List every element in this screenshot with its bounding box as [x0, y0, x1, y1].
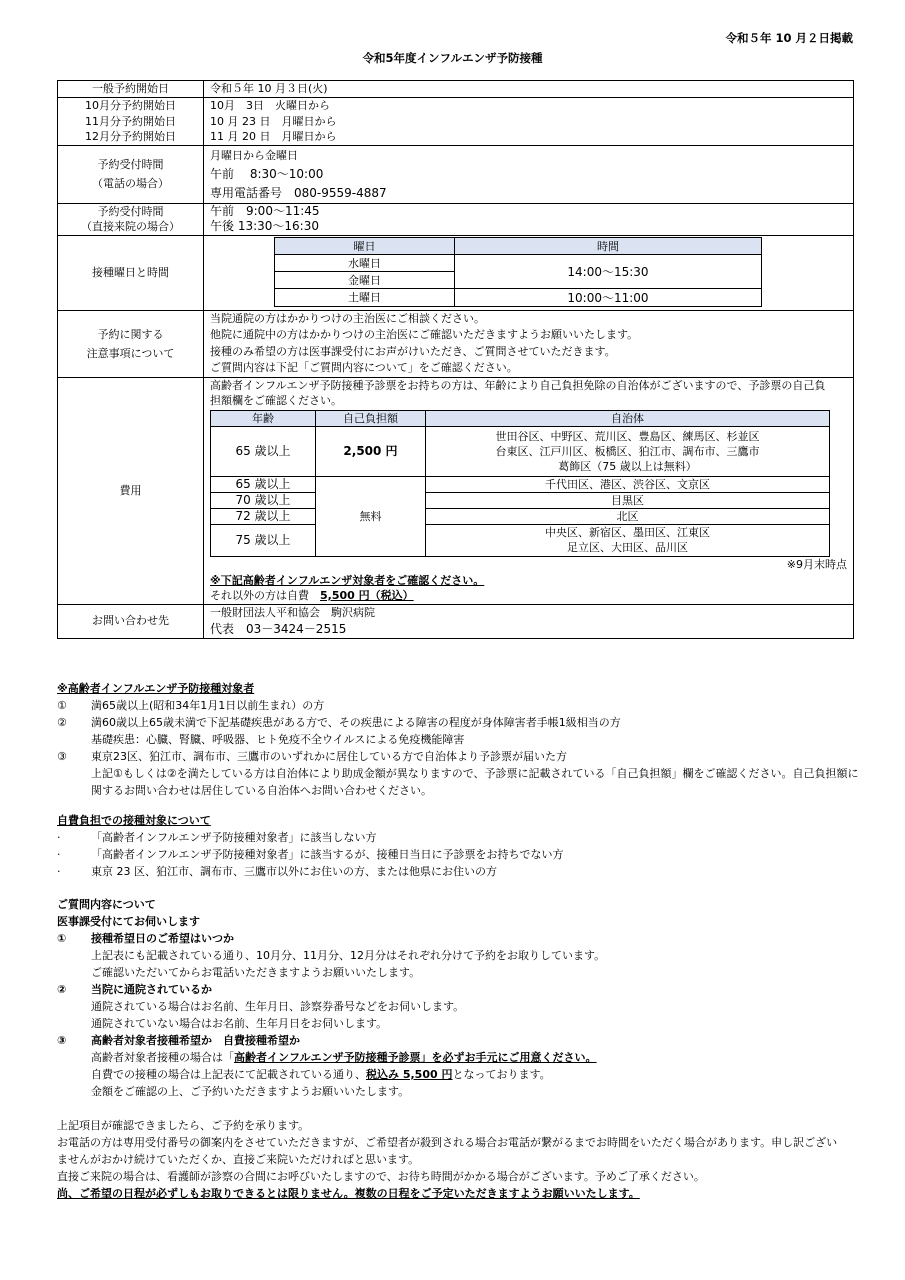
fee-as-of-note: ※9月末時点 [786, 557, 847, 571]
self-pay-item-3: 東京 23 区、狛江市、調布市、三鷹市以外にお住いの方、または他県にお住いの方 [91, 865, 497, 878]
elderly-num-2: ② [57, 716, 67, 729]
fee-free-age-2: 70 歳以上 [211, 492, 316, 508]
questions-sub: 医事課受付にてお伺いします [57, 915, 200, 928]
contact-row [58, 604, 854, 639]
fee-row1-city-2: 台東区、江戸川区、板橋区、狛江市、調布市、三鷹市 [495, 444, 760, 458]
closing-line-2: お電話の方は専用受付番号の御案内をさせていただきますが、ご希望者が殺到される場合お電話が繋がるまでお時間をいただく場合があります。申し訳ござい [57, 1136, 838, 1149]
phone-hours-row [58, 145, 854, 203]
fee-head-age: 年齢 [211, 410, 316, 426]
general-start-label: 一般予約開始日 [58, 81, 204, 98]
visit-line-2: 午後 13:30～16:30 [210, 219, 319, 233]
note-line-1: 当院通院の方はかかりつけの主治医にご相談ください。 [210, 311, 485, 325]
dec-value: 11 月 20 日 月曜日から [210, 130, 337, 143]
phone-label-2: （電話の場合） [92, 177, 169, 190]
phone-label-1: 予約受付時間 [97, 158, 164, 171]
q3-line-2-suffix: となっております。 [452, 1068, 551, 1081]
phone-number: 専用電話番号 080-9559-4887 [210, 185, 387, 200]
q3-line-2-prefix: 自費での接種の場合は上記表にて記載されている通り、 [91, 1068, 366, 1081]
notes-label [58, 310, 204, 377]
fee-head-cost: 自己負担額 [316, 410, 426, 426]
phone-hours-label [58, 145, 204, 203]
questions-heading: ご質問内容について [57, 898, 156, 911]
q3-line-3: 金額をご確認の上、ご予約いただきますようお願いいたします。 [91, 1085, 410, 1098]
elderly-num-3: ③ [57, 750, 67, 763]
phone-line-2: 午前 8:30～10:00 [210, 166, 324, 181]
schedule-head-day: 曜日 [275, 237, 455, 254]
closing-line-3: ませんがおかけ続けていただくか、直接ご来院いただければと思います。 [57, 1153, 420, 1166]
elderly-item-3-detail-1: 上記①もしくは②を満たしている方は自治体により助成金額が異なりますので、予診票に記載されている「自己負担額」欄をご確認ください。自己負担額に [91, 767, 859, 780]
notes-row [58, 310, 854, 377]
contact-org: 一般財団法人平和協会 駒沢病院 [210, 605, 375, 619]
nov-label: 11月分予約開始日 [85, 114, 176, 128]
monthly-start-row [58, 98, 854, 146]
fee-free-city-4b: 足立区、大田区、品川区 [567, 541, 688, 554]
oct-value: 10月 3日 火曜日から [210, 99, 330, 112]
bullet-1: · [57, 831, 61, 844]
fee-row [58, 377, 854, 604]
closing-line-1: 上記項目が確認できましたら、ご予約を承ります。 [57, 1119, 310, 1132]
schedule-time-sat: 10:00～11:00 [455, 288, 762, 306]
q1-line-1: 上記表にも記載されている通り、10月分、11月分、12月分はそれぞれ分けて予約をお取りしています。 [91, 949, 606, 962]
fee-free-city-4a: 中央区、新宿区、墨田区、江東区 [545, 526, 710, 539]
monthly-start-labels [58, 98, 204, 146]
elderly-num-1: ① [57, 699, 67, 712]
elderly-item-3-detail-2: 関するお問い合わせは居住している自治体へお問い合わせください。 [91, 784, 432, 797]
elderly-item-2-detail: 基礎疾患：心臓、腎臓、呼吸器、ヒト免疫不全ウイルスによる免疫機能障害 [91, 733, 465, 746]
note-line-4: ご質問内容は下記「ご質問内容について」をご確認ください。 [210, 361, 518, 374]
fee-free-cost: 無料 [316, 476, 426, 556]
self-pay-heading: 自費負担での接種対象について [57, 814, 211, 827]
general-start-value: 令和５年 10 月３日(火) [210, 82, 328, 95]
oct-label: 10月分予約開始日 [85, 99, 176, 112]
fee-free-city-2: 目黒区 [426, 492, 830, 508]
fee-confirm-note: ※下記高齢者インフルエンザ対象者をご確認ください。 [210, 573, 485, 587]
document-title: 令和5年度インフルエンザ予防接種 [362, 51, 543, 65]
note-line-2: 他院に通院中の方はかかりつけの主治医にご確認いただきますようお願いいたします。 [210, 328, 639, 341]
fee-table [210, 410, 830, 557]
notes-label-1: 予約に関する [97, 327, 164, 341]
self-pay-prefix: それ以外の方は自費 [210, 589, 320, 602]
elderly-heading: ※高齢者インフルエンザ予防接種対象者 [57, 682, 255, 695]
q-title-3: 高齢者対象者接種希望か 自費接種希望か [91, 1034, 300, 1047]
self-pay-item-1: 「高齢者インフルエンザ予防接種対象者」に該当しない方 [91, 831, 377, 844]
self-pay-item-2: 「高齢者インフルエンザ予防接種対象者」に該当するが、接種日当日に予診票をお持ちでない方 [91, 848, 564, 861]
elderly-item-3: 東京23区、狛江市、調布市、三鷹市のいずれかに居住している方で自治体より予診票が届いた方 [91, 750, 567, 763]
questions-section [57, 896, 857, 1100]
q3-line-2 [57, 1066, 857, 1083]
fee-row1-city-3: 葛飾区（75 歳以上は無料） [558, 459, 697, 473]
visit-line-1: 午前 9:00～11:45 [210, 203, 320, 218]
q2-line-1: 通院されている場合はお名前、生年月日、診察券番号などをお伺いします。 [91, 1000, 465, 1013]
elderly-item-1: 満65歳以上(昭和34年1月1日以前生まれ）の方 [91, 699, 325, 712]
fee-row1-city-1: 世田谷区、中野区、荒川区、豊島区、練馬区、杉並区 [495, 429, 760, 443]
schedule-day-wed: 水曜日 [275, 254, 455, 271]
bullet-3: · [57, 865, 61, 878]
closing-last: 尚、ご希望の日程が必ずしもお取りできるとは限りません。複数の日程をご予定いただきますようお願いいたします。 [57, 1187, 640, 1200]
fee-intro-2: 担額欄をご確認ください。 [210, 394, 342, 407]
self-pay-amount: 5,500 円（税込） [320, 589, 414, 602]
fee-head-city: 自治体 [426, 410, 830, 426]
fee-free-city-4 [426, 524, 830, 556]
schedule-row [58, 235, 854, 310]
q2-line-2: 通院されていない場合はお名前、生年月日をお伺いします。 [91, 1017, 388, 1030]
elderly-item-2: 満60歳以上65歳未満で下記基礎疾患がある方で、その疾患による障害の程度が身体障害者手帳1級相当の方 [91, 716, 621, 729]
schedule-label: 接種曜日と時間 [58, 235, 204, 310]
contact-phone: 代表 03－3424－2515 [210, 622, 347, 636]
note-line-3: 接種のみ希望の方は医事課受付にお声がけいただき、ご質問させていただきます。 [210, 344, 616, 358]
schedule-day-fri: 金曜日 [275, 271, 455, 288]
phone-line-1: 月曜日から金曜日 [210, 148, 298, 162]
visit-label-2: （直接来院の場合） [81, 220, 180, 233]
fee-self-pay [210, 588, 851, 604]
q3-line-2-emph: 税込み 5,500 円 [366, 1068, 453, 1081]
fee-free-age-1: 65 歳以上 [211, 476, 316, 492]
fee-row1-city [426, 426, 830, 476]
self-pay-section [57, 812, 857, 880]
publication-date: 令和５年 10 月２日掲載 [725, 31, 853, 45]
fee-label: 費用 [58, 377, 204, 604]
schedule-head-time: 時間 [455, 237, 762, 254]
general-start-row [58, 81, 854, 98]
closing-line-4: 直接ご来院の場合は、看護師が診察の合間にお呼びいたしますので、お待ち時間がかかる場合がございます。予めご了承ください。 [57, 1170, 705, 1183]
schedule-table [274, 237, 762, 307]
nov-value: 10 月 23 日 月曜日から [210, 114, 337, 128]
fee-free-age-4: 75 歳以上 [211, 524, 316, 556]
notes-label-2: 注意事項について [86, 346, 175, 360]
fee-intro-1: 高齢者インフルエンザ予防接種予診票をお持ちの方は、年齢により自己負担免除の自治体がございますので、予診票の自己負 [210, 378, 826, 392]
dec-label: 12月分予約開始日 [85, 130, 176, 143]
closing-section [57, 1117, 857, 1202]
schedule-day-sat: 土曜日 [275, 288, 455, 306]
q1-line-2: ご確認いただいてからお電話いただきますようお願いいたします。 [91, 966, 421, 979]
fee-row1-age: 65 歳以上 [211, 426, 316, 476]
fee-free-city-3: 北区 [426, 508, 830, 524]
fee-free-age-3: 72 歳以上 [211, 508, 316, 524]
fee-free-city-1: 千代田区、港区、渋谷区、文京区 [426, 476, 830, 492]
info-table [57, 80, 854, 639]
contact-label: お問い合わせ先 [58, 604, 204, 639]
q-title-1: 接種希望日のご希望はいつか [91, 932, 234, 945]
q3-line-1 [57, 1049, 857, 1066]
visit-label-1: 予約受付時間 [97, 204, 164, 218]
q-title-2: 当院に通院されているか [91, 983, 212, 996]
bullet-2: · [57, 848, 61, 861]
q-num-1: ① [57, 932, 67, 945]
visit-hours-label [58, 203, 204, 235]
q-num-3: ③ [57, 1034, 67, 1047]
q3-line-1-prefix: 高齢者対象者接種の場合は「 [91, 1051, 234, 1064]
visit-hours-row [58, 203, 854, 235]
schedule-time-weekday: 14:00～15:30 [455, 254, 762, 288]
fee-row1-cost: 2,500 円 [316, 426, 426, 476]
q-num-2: ② [57, 983, 67, 996]
q3-line-1-emph: 高齢者インフルエンザ予防接種予診票」を必ずお手元にご用意ください。 [234, 1051, 597, 1064]
elderly-section [57, 680, 857, 799]
